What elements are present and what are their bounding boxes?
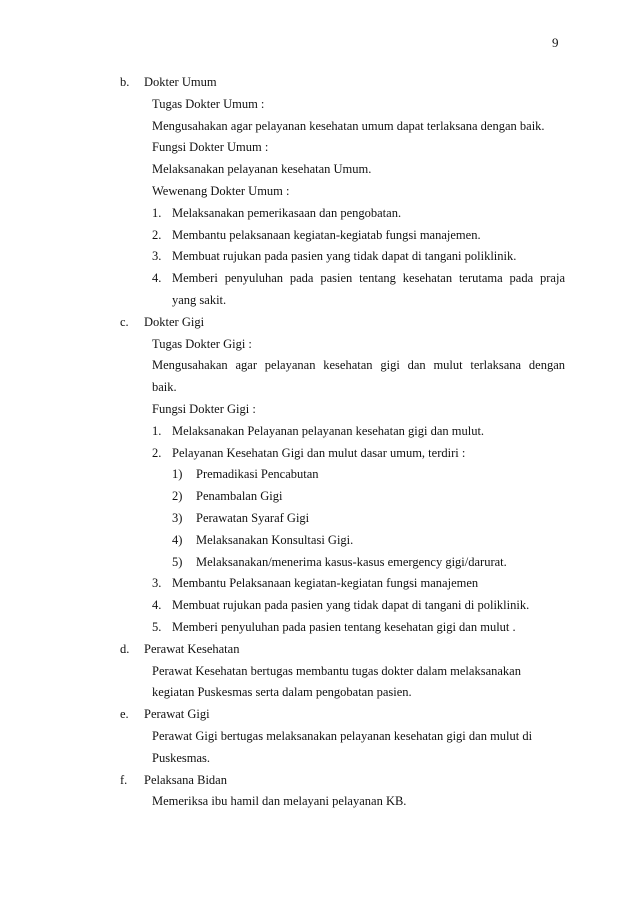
list-item — [120, 246, 565, 268]
list-item — [120, 268, 565, 290]
item-marker: 1. — [152, 205, 162, 220]
section-marker: c. — [120, 314, 129, 329]
list-item — [120, 225, 565, 247]
paragraph-text: Perawat Gigi bertugas melaksanakan pelayanan kesehatan gigi dan mulut di — [152, 728, 533, 743]
section-marker: e. — [120, 707, 129, 722]
paragraph-text: Puskesmas. — [152, 750, 210, 765]
fungsi-text: Melaksanakan pelayanan kesehatan Umum. — [152, 162, 372, 177]
item-marker: 4. — [152, 271, 162, 286]
paragraph-text: kegiatan Puskesmas serta dalam pengobatan pasien. — [152, 685, 412, 700]
item-marker: 3. — [152, 576, 162, 591]
list-item — [120, 443, 565, 465]
item-marker: 3. — [152, 249, 162, 264]
sub-list-item — [120, 530, 565, 552]
item-text: Memberi penyuluhan pada pasien tentang kesehatan terutama pada praja — [172, 271, 565, 286]
item-text: Melaksanakan pemerikasaan dan pengobatan. — [172, 205, 402, 220]
fungsi-label: Fungsi Dokter Gigi : — [152, 401, 256, 416]
subitem-marker: 4) — [172, 532, 183, 547]
list-item — [120, 573, 565, 595]
document-body — [120, 72, 565, 813]
page-number: 9 — [552, 35, 559, 50]
item-text: Membantu Pelaksanaan kegiatan-kegiatan fungsi manajemen — [172, 576, 479, 591]
paragraph-text: Perawat Kesehatan bertugas membantu tugas dokter dalam melaksanakan — [152, 663, 521, 678]
tugas-text: Mengusahakan agar pelayanan kesehatan umum dapat terlaksana dengan baik. — [152, 118, 545, 133]
wewenang-label: Wewenang Dokter Umum : — [152, 183, 290, 198]
section-marker: d. — [120, 641, 130, 656]
section-marker: b. — [120, 75, 130, 89]
section-title: Perawat Kesehatan — [144, 641, 240, 656]
item-text: Membuat rujukan pada pasien yang tidak dapat di tangani di poliklinik. — [172, 598, 530, 613]
item-text: Membuat rujukan pada pasien yang tidak dapat di tangani poliklinik. — [172, 249, 517, 264]
subitem-marker: 3) — [172, 510, 183, 525]
subitem-text: Melaksanakan/menerima kasus-kasus emergency gigi/darurat. — [196, 554, 507, 569]
item-marker: 2. — [152, 445, 162, 460]
item-marker: 4. — [152, 598, 162, 613]
subitem-marker: 1) — [172, 467, 183, 482]
subitem-text: Melaksanakan Konsultasi Gigi. — [196, 532, 354, 547]
subitem-text: Premadikasi Pencabutan — [196, 467, 319, 482]
list-item — [120, 595, 565, 617]
sub-list-item — [120, 552, 565, 574]
list-item — [120, 421, 565, 443]
list-item — [120, 203, 565, 225]
subitem-text: Penambalan Gigi — [196, 489, 283, 504]
item-text: Melaksanakan Pelayanan pelayanan kesehatan gigi dan mulut. — [172, 423, 485, 438]
subitem-marker: 2) — [172, 489, 183, 504]
section-title: Dokter Gigi — [144, 314, 205, 329]
section-title: Perawat Gigi — [144, 707, 210, 722]
tugas-label: Tugas Dokter Gigi : — [152, 336, 252, 351]
item-marker: 5. — [152, 619, 162, 634]
section-e-heading — [120, 704, 565, 726]
section-marker: f. — [120, 772, 128, 787]
item-marker: 1. — [152, 423, 162, 438]
section-title: Dokter Umum — [144, 75, 217, 89]
fungsi-label: Fungsi Dokter Umum : — [152, 140, 269, 155]
tugas-text-cont: baik. — [152, 380, 177, 395]
section-d-heading — [120, 639, 565, 661]
subitem-text: Perawatan Syaraf Gigi — [196, 510, 310, 525]
paragraph-text: Memeriksa ibu hamil dan melayani pelayanan KB. — [152, 794, 407, 809]
sub-list-item — [120, 464, 565, 486]
section-title: Pelaksana Bidan — [144, 772, 227, 787]
section-f-heading — [120, 770, 565, 792]
sub-list-item — [120, 486, 565, 508]
item-text: Memberi penyuluhan pada pasien tentang kesehatan gigi dan mulut . — [172, 619, 516, 634]
section-c-heading — [120, 312, 565, 334]
list-item — [120, 617, 565, 639]
sub-list-item — [120, 508, 565, 530]
item-continuation: yang sakit. — [172, 292, 227, 307]
tugas-text: Mengusahakan agar pelayanan kesehatan gigi dan mulut terlaksana dengan — [152, 358, 565, 373]
item-marker: 2. — [152, 227, 162, 242]
tugas-label: Tugas Dokter Umum : — [152, 96, 265, 111]
section-b-heading — [120, 72, 565, 94]
item-text: Membantu pelaksanaan kegiatan-kegiatab fungsi manajemen. — [172, 227, 481, 242]
item-text: Pelayanan Kesehatan Gigi dan mulut dasar umum, terdiri : — [172, 445, 466, 460]
subitem-marker: 5) — [172, 554, 183, 569]
